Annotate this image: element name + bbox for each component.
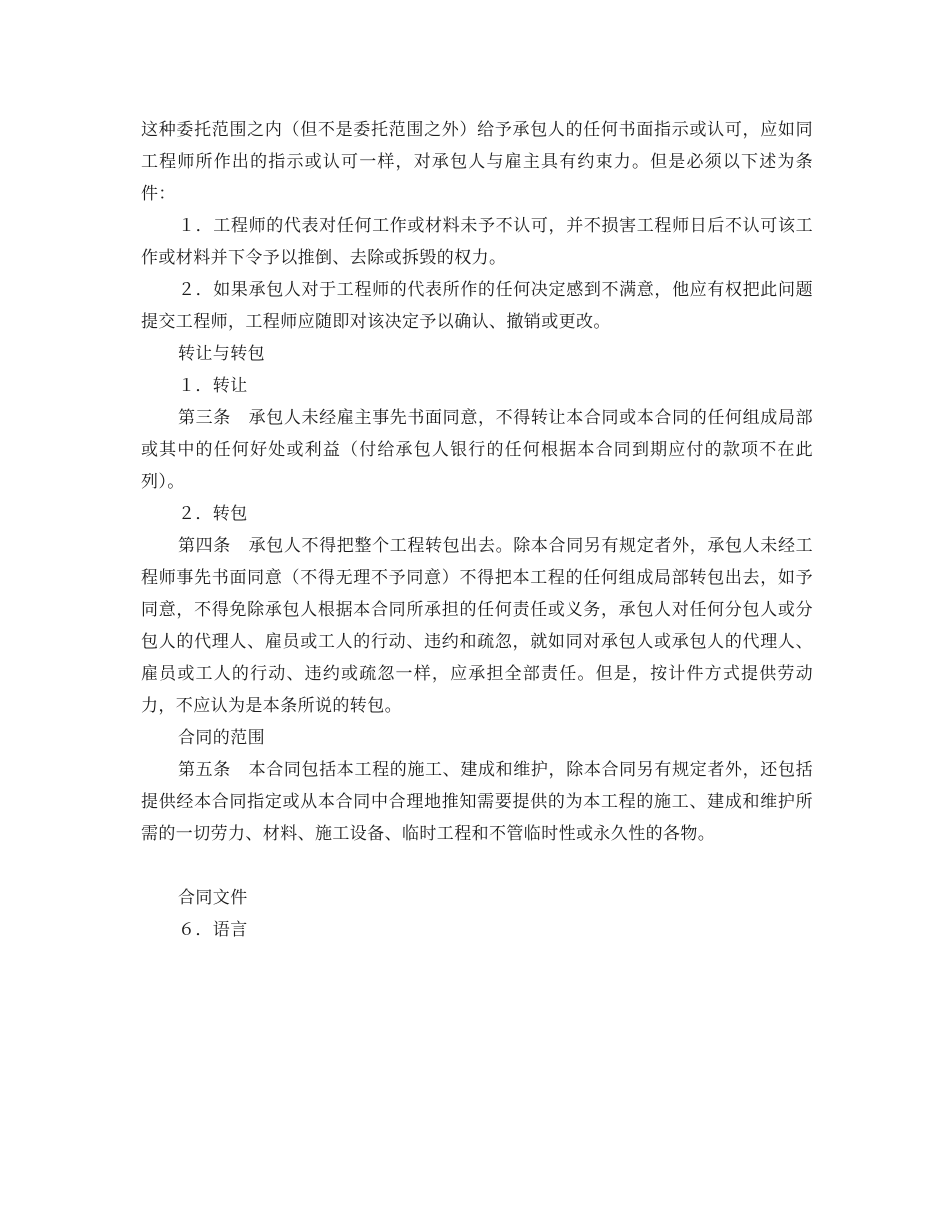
subheading-subcontract: ２．转包: [178, 504, 248, 524]
heading-contract-documents: 合同文件: [178, 888, 248, 908]
paragraph-delegation-continued: 这种委托范围之内（但不是委托范围之外）给予承包人的任何书面指示或认可，应如同工程师所作出的指示或认可一样，对承包人与雇主具有约束力。但是必须以下述为条件：: [141, 120, 813, 204]
document-page: [141, 114, 813, 946]
heading-contract-scope: 合同的范围: [178, 728, 265, 748]
heading-assignment-subcontract: 转让与转包: [178, 344, 265, 364]
paragraph-item-2: ２．如果承包人对于工程师的代表所作的任何决定感到不满意，他应有权把此问题提交工程师，工程师应随即对该决定予以确认、撤销或更改。: [141, 280, 813, 332]
paragraph-article-3: 第三条 承包人未经雇主事先书面同意，不得转让本合同或本合同的任何组成局部或其中的任何好处或利益（付给承包人银行的任何根据本合同到期应付的款项不在此列）。: [141, 408, 813, 492]
paragraph-article-5: 第五条 本合同包括本工程的施工、建成和维护，除本合同另有规定者外，还包括提供经本合同指定或从本合同中合理地推知需要提供的为本工程的施工、建成和维护所需的一切劳力、材料、施工设备、临时工程和不管临时性或永久性的各物。: [141, 760, 813, 844]
paragraph-item-1: １．工程师的代表对任何工作或材料未予不认可，并不损害工程师日后不认可该工作或材料并下令予以推倒、去除或拆毁的权力。: [141, 216, 813, 268]
paragraph-article-4: 第四条 承包人不得把整个工程转包出去。除本合同另有规定者外，承包人未经工程师事先书面同意（不得无理不予同意）不得把本工程的任何组成局部转包出去，如予同意，不得免除承包人根据本合同所承担的任何责任或义务，承包人对任何分包人或分包人的代理人、雇员或工人的行动、违约和疏忽，就如同对承包人或承包人的代理人、雇员或工人的行动、违约或疏忽一样，应承担全部责任。但是，按计件方式提供劳动力，不应认为是本条所说的转包。: [141, 536, 813, 716]
blank-line: [141, 850, 813, 882]
subheading-assignment: １．转让: [178, 376, 248, 396]
subheading-language: ６．语言: [178, 920, 248, 940]
